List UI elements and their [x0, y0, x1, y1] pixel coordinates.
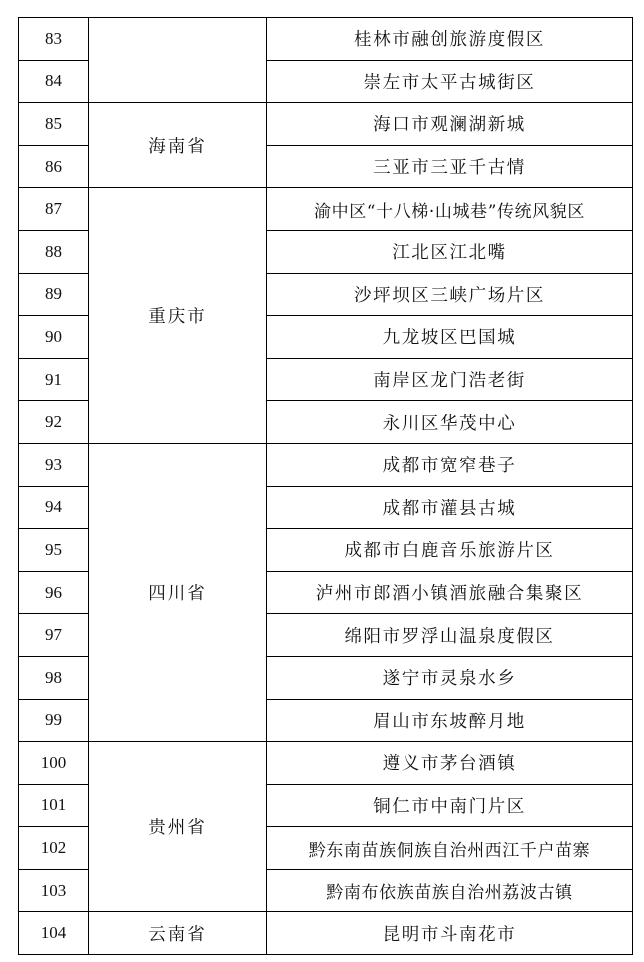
- row-number: 99: [19, 699, 89, 742]
- table-row: [19, 18, 633, 61]
- table-row: [19, 443, 633, 486]
- row-number: 102: [19, 827, 89, 870]
- site-name: 成都市宽窄巷子: [267, 443, 633, 486]
- row-number: 95: [19, 529, 89, 572]
- row-number: 104: [19, 912, 89, 955]
- site-name: 崇左市太平古城街区: [267, 60, 633, 103]
- site-name: 南岸区龙门浩老街: [267, 358, 633, 401]
- site-name: 三亚市三亚千古情: [267, 145, 633, 188]
- site-name: 江北区江北嘴: [267, 230, 633, 273]
- site-name: 绵阳市罗浮山温泉度假区: [267, 614, 633, 657]
- site-name: 成都市灌县古城: [267, 486, 633, 529]
- province-cell-continued: [89, 18, 267, 103]
- row-number: 91: [19, 358, 89, 401]
- site-name: 海口市观澜湖新城: [267, 103, 633, 146]
- row-number: 86: [19, 145, 89, 188]
- row-number: 94: [19, 486, 89, 529]
- province-cell-yunnan: 云南省: [89, 912, 267, 955]
- row-number: 83: [19, 18, 89, 61]
- site-name: 黔南布依族苗族自治州荔波古镇: [267, 869, 633, 912]
- tourism-district-table: [18, 17, 633, 955]
- row-number: 87: [19, 188, 89, 231]
- table-row: [19, 103, 633, 146]
- site-name: 渝中区“十八梯·山城巷”传统风貌区: [267, 188, 633, 231]
- row-number: 88: [19, 230, 89, 273]
- site-name: 成都市白鹿音乐旅游片区: [267, 529, 633, 572]
- site-name: 遂宁市灵泉水乡: [267, 656, 633, 699]
- row-number: 93: [19, 443, 89, 486]
- table-row: [19, 188, 633, 231]
- row-number: 84: [19, 60, 89, 103]
- row-number: 103: [19, 869, 89, 912]
- row-number: 97: [19, 614, 89, 657]
- row-number: 92: [19, 401, 89, 444]
- row-number: 90: [19, 316, 89, 359]
- site-name: 铜仁市中南门片区: [267, 784, 633, 827]
- province-cell-chongqing: 重庆市: [89, 188, 267, 444]
- row-number: 89: [19, 273, 89, 316]
- province-cell-guizhou: 贵州省: [89, 742, 267, 912]
- row-number: 98: [19, 656, 89, 699]
- table-row: [19, 912, 633, 955]
- province-cell-sichuan: 四川省: [89, 443, 267, 741]
- row-number: 100: [19, 742, 89, 785]
- site-name: 泸州市郎酒小镇酒旅融合集聚区: [267, 571, 633, 614]
- province-cell-hainan: 海南省: [89, 103, 267, 188]
- row-number: 96: [19, 571, 89, 614]
- site-name: 黔东南苗族侗族自治州西江千户苗寨: [267, 827, 633, 870]
- site-name: 沙坪坝区三峡广场片区: [267, 273, 633, 316]
- site-name: 昆明市斗南花市: [267, 912, 633, 955]
- site-name: 遵义市茅台酒镇: [267, 742, 633, 785]
- table-row: [19, 742, 633, 785]
- site-name: 桂林市融创旅游度假区: [267, 18, 633, 61]
- row-number: 101: [19, 784, 89, 827]
- site-name: 眉山市东坡醉月地: [267, 699, 633, 742]
- row-number: 85: [19, 103, 89, 146]
- site-name: 九龙坡区巴国城: [267, 316, 633, 359]
- site-name: 永川区华茂中心: [267, 401, 633, 444]
